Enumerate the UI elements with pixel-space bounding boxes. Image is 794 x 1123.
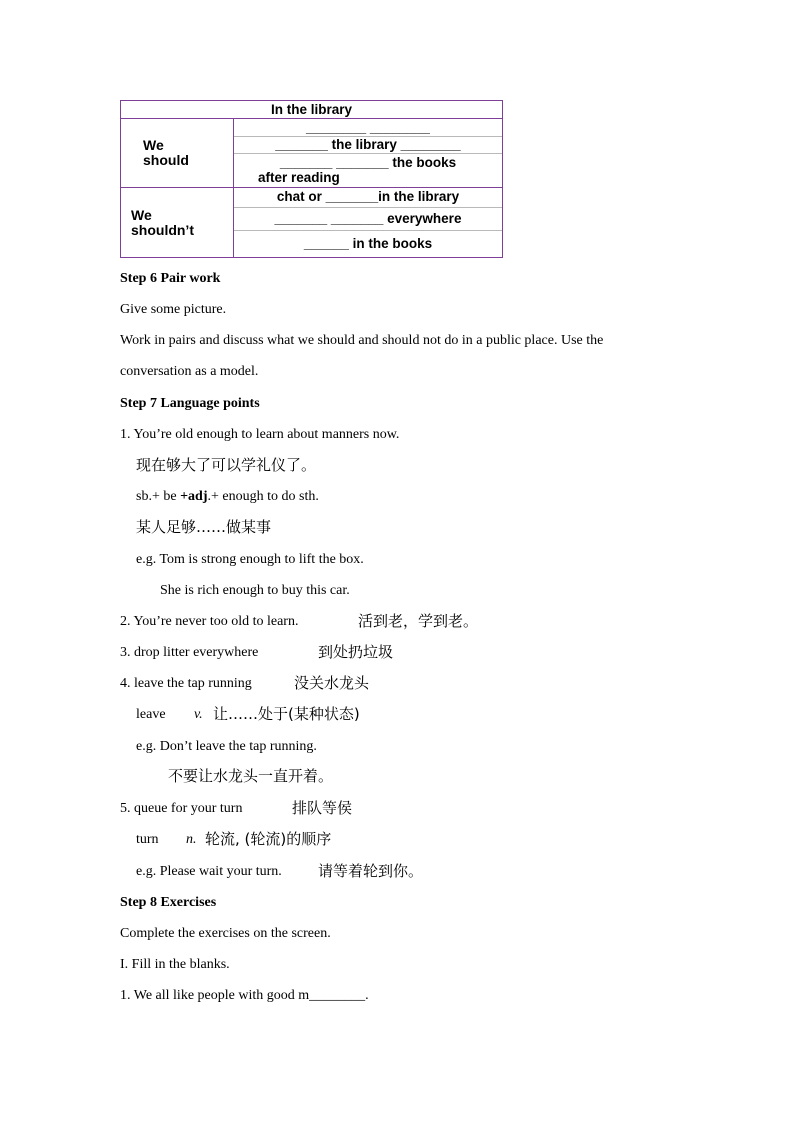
point-translation: 现在够大了可以学礼仪了。 [136, 456, 317, 474]
table-row-divider [121, 187, 502, 188]
exercise-item: 1. We all like people with good m________. [120, 988, 369, 1003]
table-cell-divider [234, 207, 502, 208]
point-translation: 排队等侯 [292, 799, 353, 817]
step6-text: conversation as a model. [120, 364, 259, 379]
point-text: 3. drop litter everywhere [120, 645, 259, 660]
step6-heading: Step 6 Pair work [120, 271, 221, 286]
step8-heading: Step 8 Exercises [120, 895, 217, 910]
step6-text: Work in pairs and discuss what we should and should not do in a public place. Use the [120, 333, 604, 348]
example-sentence: e.g. Don’t leave the tap running. [136, 739, 317, 754]
vocab-word: turn [136, 832, 159, 847]
should-item: _______ the library ________ [275, 137, 461, 152]
point-translation: 到处扔垃圾 [318, 643, 394, 661]
step8-text: Complete the exercises on the screen. [120, 926, 331, 941]
library-rules-table [120, 100, 503, 258]
step8-text: I. Fill in the blanks. [120, 957, 230, 972]
point-translation: 活到老，学到老。 [358, 612, 479, 630]
table-cell-divider [234, 153, 502, 154]
step6-text: Give some picture. [120, 302, 227, 317]
point-text: 5. queue for your turn [120, 801, 243, 816]
step7-heading: Step 7 Language points [120, 396, 260, 411]
example-translation: 请等着轮到你。 [318, 862, 424, 880]
pattern-part-bold: +adj [180, 489, 208, 504]
should-item: after reading [258, 170, 340, 185]
vocab-definition: 让……处于(某种状态) [213, 705, 360, 723]
shouldnt-item: chat or _______in the library [276, 189, 460, 204]
pattern-part: sb.+ be [136, 489, 181, 504]
should-item: _______ _______ the books [279, 155, 457, 170]
shouldnt-item: _______ _______ everywhere [274, 211, 462, 226]
table-cell-divider [234, 230, 502, 231]
example-sentence: e.g. Please wait your turn. [136, 864, 282, 879]
point-translation: 没关水龙头 [294, 674, 370, 692]
should-item: ________ ________ [306, 120, 430, 135]
pattern-part: .+ enough to do sth. [207, 489, 319, 504]
vocab-word: leave [136, 707, 166, 722]
shouldnt-item: ______ in the books [303, 236, 433, 251]
part-of-speech: v. [194, 707, 203, 722]
example-translation: 不要让水龙头一直开着。 [168, 767, 334, 785]
sentence-pattern [136, 488, 319, 506]
we-shouldnt-label: We shouldn’t [131, 207, 194, 238]
we-should-label: We should [143, 137, 189, 168]
example-sentence: e.g. Tom is strong enough to lift the box. [136, 552, 364, 567]
example-sentence: She is rich enough to buy this car. [160, 583, 350, 598]
point-text: 1. You’re old enough to learn about manners now. [120, 427, 400, 442]
point-text: 4. leave the tap running [120, 676, 252, 691]
vocab-definition: 轮流, (轮流)的顺序 [205, 830, 332, 848]
point-translation: 某人足够……做某事 [136, 518, 272, 536]
point-text: 2. You’re never too old to learn. [120, 614, 299, 629]
part-of-speech: n. [186, 832, 197, 847]
table-title: In the library [121, 101, 502, 119]
